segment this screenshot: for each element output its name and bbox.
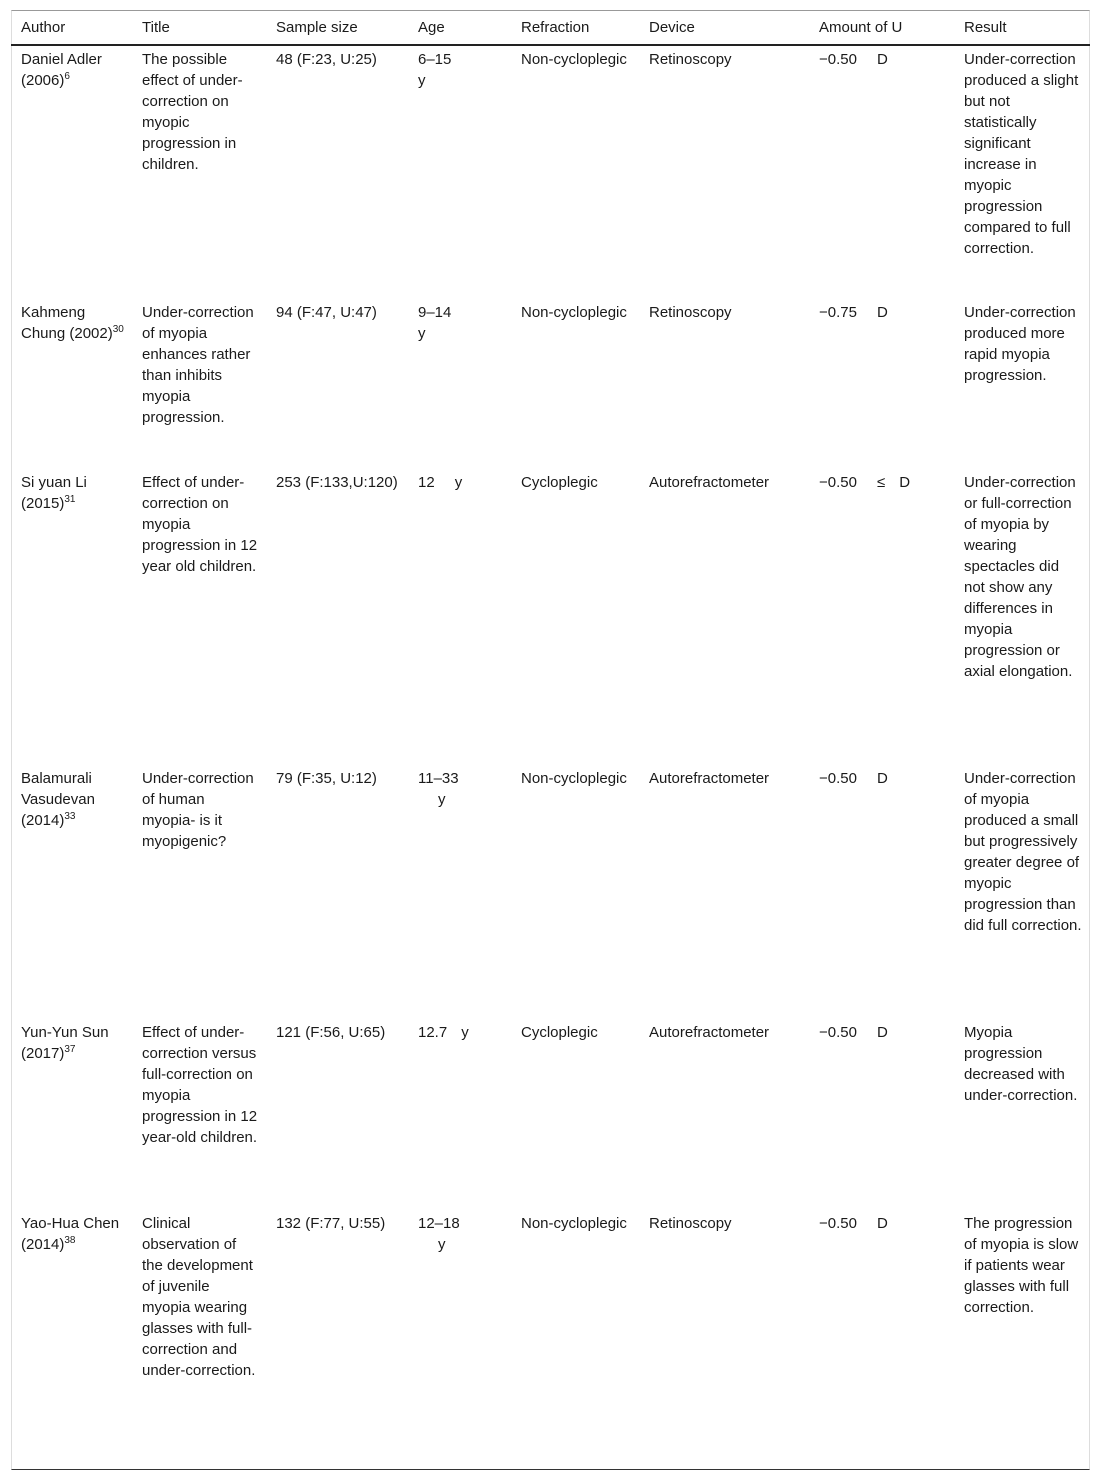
sample-size-cell: 253 (F:133,U:120): [276, 474, 398, 491]
age-cell: 6–15y: [418, 51, 452, 89]
author-cell: Yun-Yun Sun $(2017)^{37}$: [21, 1024, 109, 1062]
title-cell: Under-correction of myopia enhances rather than inhibits myopia progression.: [142, 304, 254, 426]
age-cell: 12.7 y: [418, 1024, 469, 1041]
result-cell: The progression of myopia is slow if patients wear glasses with full correction.: [964, 1215, 1079, 1316]
title-cell: Effect of under-correction on myopia progression in 12 year old children.: [142, 474, 258, 575]
citation-ref: 38: [64, 1235, 76, 1246]
refraction-cell: Non-cycloplegic: [521, 51, 627, 68]
table-row: [11, 45, 1090, 299]
refraction-cell: Non-cycloplegic: [521, 1215, 627, 1232]
amount-cell: −0.50 D: [819, 770, 888, 787]
author-cell: Yao-Hua Chen $(2014)^{38}$: [21, 1215, 120, 1253]
device-cell: Retinoscopy: [649, 51, 732, 68]
header-row: [11, 11, 1090, 45]
table-row: [11, 1019, 1090, 1210]
sample-size-cell: 48 (F:23, U:25): [276, 51, 377, 68]
citation-ref: 31: [64, 494, 76, 505]
header-device: Device: [639, 11, 809, 45]
table-row: [11, 1210, 1090, 1464]
citation-ref: 33: [64, 811, 76, 822]
refraction-cell: Non-cycloplegic: [521, 770, 627, 787]
header-amount-of-u: Amount of U: [809, 11, 954, 45]
header-result: Result: [954, 11, 1090, 45]
result-cell: Under-correction or full-correction of myopia by wearing spectacles did not show any differences in myopia progression or axial elongation.: [964, 474, 1076, 680]
age-cell: 11–33y: [418, 770, 459, 808]
amount-cell: −0.50 ≤ D: [819, 474, 911, 491]
age-cell: 12 y: [418, 474, 463, 491]
table-row: [11, 299, 1090, 469]
device-cell: Autorefractometer: [649, 474, 770, 491]
header-sample-size: Sample size: [266, 11, 408, 45]
refraction-cell: Cycloplegic: [521, 474, 598, 491]
header-title: Title: [132, 11, 266, 45]
refraction-cell: Cycloplegic: [521, 1024, 598, 1041]
device-cell: Retinoscopy: [649, 1215, 732, 1232]
device-cell: Autorefractometer: [649, 1024, 770, 1041]
amount-cell: −0.50 D: [819, 1024, 888, 1041]
table-row: [11, 469, 1090, 765]
header-age: Age: [408, 11, 511, 45]
sample-size-cell: 94 (F:47, U:47): [276, 304, 377, 321]
sample-size-cell: 79 (F:35, U:12): [276, 770, 377, 787]
sample-size-cell: 132 (F:77, U:55): [276, 1215, 386, 1232]
result-cell: Under-correction produced more rapid myopia progression.: [964, 304, 1076, 384]
author-cell: Kahmeng Chung $(2002)^{30}$: [21, 304, 124, 342]
result-cell: Under-correction produced a slight but not statistically significant increase in myopic progression compared to full correction.: [964, 51, 1079, 257]
citation-ref: 37: [64, 1044, 76, 1055]
citation-ref: 6: [64, 71, 70, 82]
device-cell: Autorefractometer: [649, 770, 770, 787]
age-cell: 12–18y: [418, 1215, 460, 1253]
header-refraction: Refraction: [511, 11, 639, 45]
device-cell: Retinoscopy: [649, 304, 732, 321]
amount-cell: −0.75 D: [819, 304, 888, 321]
title-cell: The possible effect of under-correction on myopic progression in children.: [142, 51, 243, 173]
studies-table: [11, 11, 1090, 1464]
header-author: Author: [11, 11, 132, 45]
refraction-cell: Non-cycloplegic: [521, 304, 627, 321]
author-cell: Daniel Adler $(2006)^6$: [21, 51, 102, 89]
title-cell: Clinical observation of the development of juvenile myopia wearing glasses with full-correction and under-correction.: [142, 1215, 256, 1379]
author-cell: Balamurali Vasudevan $(2014)^{33}$: [21, 770, 95, 829]
amount-cell: −0.50 D: [819, 51, 888, 68]
title-cell: Effect of under-correction versus full-correction on myopia progression in 12 year-old children.: [142, 1024, 258, 1146]
table-row: [11, 765, 1090, 1019]
result-cell: Myopia progression decreased with under-correction.: [964, 1024, 1078, 1104]
age-cell: 9–14y: [418, 304, 452, 342]
title-cell: Under-correction of human myopia- is it myopigenic?: [142, 770, 254, 850]
sample-size-cell: 121 (F:56, U:65): [276, 1024, 386, 1041]
result-cell: Under-correction of myopia produced a small but progressively greater degree of myopic progression than did full correction.: [964, 770, 1082, 934]
author-cell: Si yuan Li $(2015)^{31}$: [21, 474, 87, 512]
amount-cell: −0.50 D: [819, 1215, 888, 1232]
citation-ref: 30: [112, 324, 124, 335]
